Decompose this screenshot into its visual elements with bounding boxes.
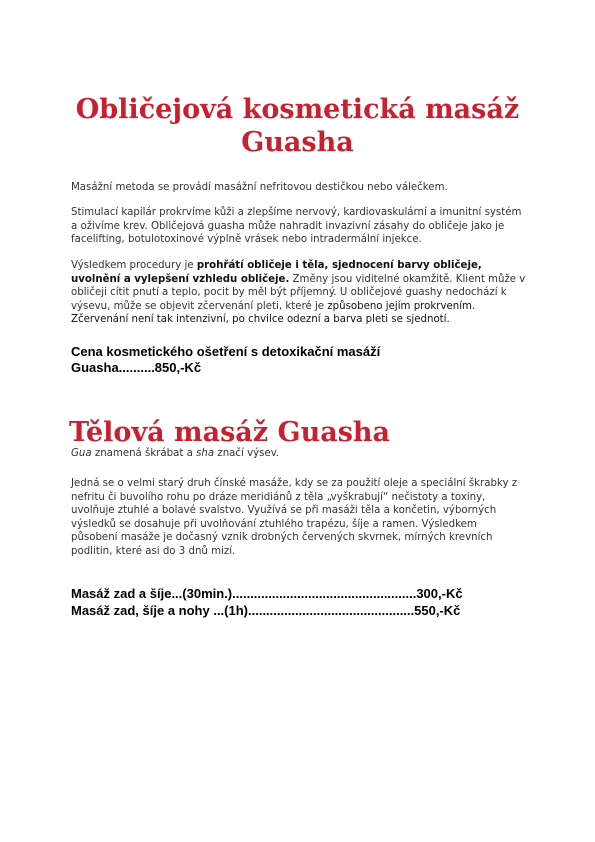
results-text-a: Výsledkem procedury je (71, 260, 197, 271)
facial-price-value: Guasha..........850,-Kč (71, 360, 202, 375)
gua-sha-meaning (71, 447, 526, 461)
gua-word: Gua (71, 448, 92, 459)
facial-price-label: Cena kosmetického ošetření s detoxikační masáží (71, 344, 381, 359)
benefits-paragraph: Stimulací kapilár prokrvíme kůži a zlepšíme nervový, kardiovaskulární a imunitní systém a oživíme krev. Obličejová guasha může nahradit invazivní zásahy do obličeje jako je facelifting, botulotoxinové výplně vrásek nebo intradermální injekce. (71, 207, 522, 245)
body-massage-paragraph: Jedná se o velmi starý druh čínské masáže, kdy se za použití oleje a speciální škrabky z nefritu či buvolího rohu po dráze meridiánů z těla „vyškrabují“ nečistoty a toxiny, uvolňuje ztuhlé a bolavé svalstvo. Využívá se při masáži těla a končetin, výborných výsledků se dosahuje při uvolňování ztuhlého trapézu, šíje a ramen. Výsledkem působení masáže je dočasný vznik drobných červených skvrnek, mírných krevních podlitin, které asi do 3 dnů mizí. (71, 478, 518, 557)
body-massage-title: Tělová masáž Guasha (69, 417, 391, 448)
results-text-c: Změny jsou viditelné okamžitě. Klient může v obličeji cítit pnutí a teplo, pocit by měl být příjemný. U obličejové guashy nedochází k výsevu, může se objevit zčervenání pleti, které je (71, 273, 526, 312)
facial-massage-title: Obličejová kosmetická masáž Guasha (75, 94, 520, 158)
back-neck-legs-price: Masáž zad, šíje a nohy ...(1h)..............................................550,-Kč (71, 603, 461, 618)
sha-word: sha (196, 448, 215, 459)
meaning-text-1: znamená škrábat a (91, 448, 197, 459)
meaning-text-2: značí výsev. (214, 448, 280, 459)
back-neck-price: Masáž zad a šíje...(30min.)...................................................300,-Kč (71, 586, 463, 601)
results-paragraph (71, 259, 526, 327)
results-text-d: způsobeno jejím prokrvením. Zčervenání není tak intenzivní, po chvilce odezní a barva pleti se sjednotí. (71, 300, 476, 325)
results-text-bold: prohřátí obličeje i těla, sjednocení barvy obličeje, uvolnění a vylepšení vzhledu obličeje. (71, 260, 482, 285)
intro-paragraph: Masážní metoda se provádí masážní nefritovou destičkou nebo válečkem. (71, 182, 448, 193)
